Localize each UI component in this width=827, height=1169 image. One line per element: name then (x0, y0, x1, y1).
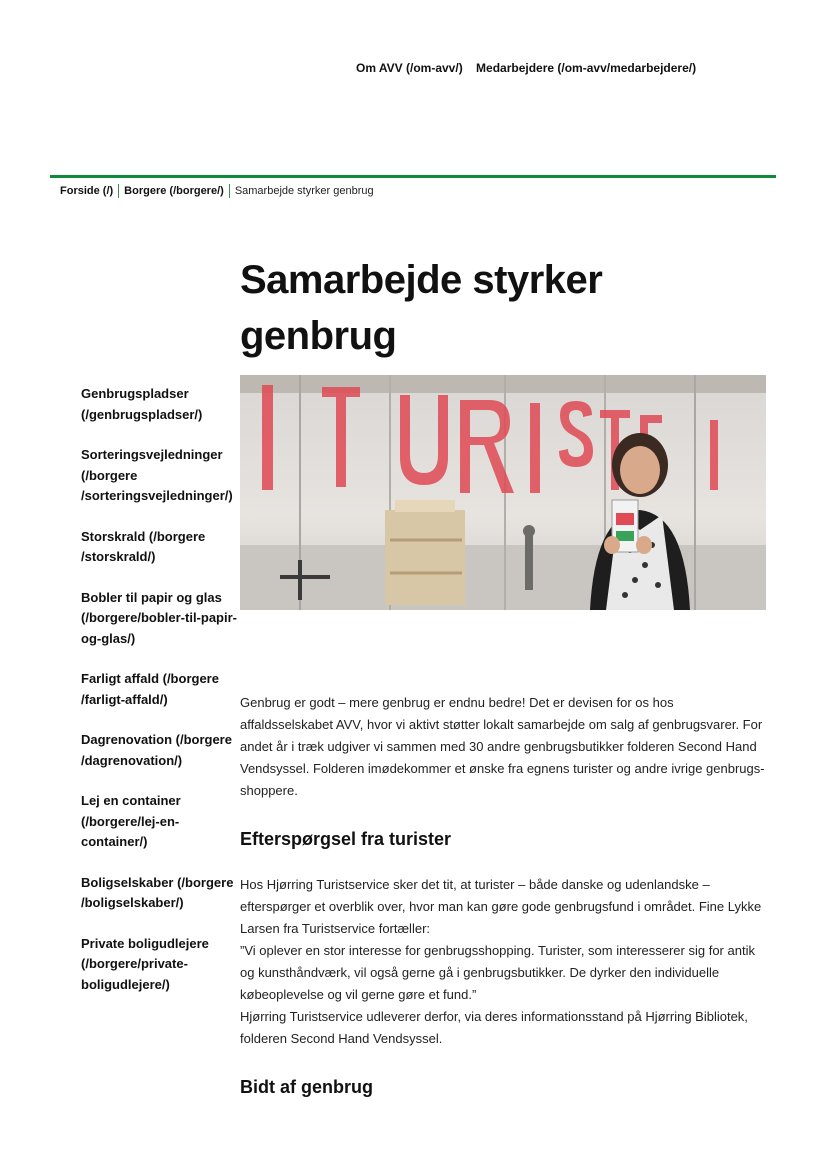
top-navigation (356, 61, 706, 75)
breadcrumb-link-forside[interactable]: Forside (/) (60, 185, 114, 197)
page-title: Samarbejde styrker genbrug (240, 258, 603, 358)
sidebar-item-dagrenovation[interactable]: Dagrenovation (/borgere /dagrenovation/) (81, 732, 232, 768)
sidebar-item-private-boligudlejere[interactable]: Private boligudlejere (/borgere/private-boligudlejere/) (81, 935, 209, 992)
breadcrumb (60, 184, 374, 198)
breadcrumb-separator (118, 184, 119, 198)
header-divider (50, 175, 776, 178)
breadcrumb-separator (229, 184, 230, 198)
section-heading-bidt-af-genbrug: Bidt af genbrug (240, 1077, 373, 1097)
topnav-link-om-avv[interactable]: Om AVV (/om-avv/) (356, 61, 463, 75)
sidebar-item-sorteringsvejledninger[interactable]: Sorteringsvejledninger (/borgere /sorteringsvejledninger/) (81, 447, 233, 503)
sidebar-navigation (81, 384, 241, 1015)
sidebar-item-boligselskaber[interactable]: Boligselskaber (/borgere /boligselskaber/) (81, 874, 234, 910)
sidebar-item-storskrald[interactable]: Storskrald (/borgere /storskrald/) (81, 528, 206, 564)
topnav-link-medarbejdere[interactable]: Medarbejdere (/om-avv/medarbejdere/) (476, 61, 697, 75)
article-photo (240, 375, 766, 610)
section-heading-efterspoergsel: Efterspørgsel fra turister (240, 829, 452, 849)
sidebar-item-farligt-affald[interactable]: Farligt affald (/borgere /farligt-affald/) (81, 671, 219, 707)
breadcrumb-link-borgere[interactable]: Borgere (/borgere/) (124, 185, 224, 197)
sidebar-item-bobler[interactable]: Bobler til papir og glas (/borgere/bobler-til-papir-og-glas/) (81, 589, 237, 646)
article-intro: Genbrug er godt – mere genbrug er endnu bedre! Det er devisen for os hos affaldsselskabet AVV, hvor vi aktivt støtter lokalt samarbejde om salg af genbrugsvarer. For andet år i træk udgiver vi sammen med 30 andre genbrugsbutikker folderen Second Hand Vendsyssel. Folderen imødekommer et ønske fra egnens turister og andre ivrige genbrugs-shoppere. (240, 695, 765, 798)
photo-illustration (240, 375, 766, 610)
article-paragraph: Hjørring Turistservice udleverer derfor, via deres informationsstand på Hjørring Bibliotek, folderen Second Hand Vendsyssel. (240, 1009, 748, 1046)
article-quote: ”Vi oplever en stor interesse for genbrugsshopping. Turister, som interesserer sig for antik og kunsthåndværk, vil også gerne gå i genbrugsbutikker. De dyrker den individuelle købeoplevelse og vil gerne gøre et fund.” (240, 943, 755, 1002)
sidebar-item-genbrugspladser[interactable]: Genbrugspladser (/genbrugspladser/) (81, 386, 203, 422)
sidebar-item-lej-en-container[interactable]: Lej en container (/borgere/lej-en-container/) (81, 793, 181, 849)
article-body (240, 692, 770, 1122)
article-paragraph: Hos Hjørring Turistservice sker det tit, at turister – både danske og udenlandske – efterspørger et overblik over, hvor man kan gøre gode genbrugsfund i området. Fine Lykke Larsen fra Turistservice fortæller: (240, 877, 762, 936)
breadcrumb-current: Samarbejde styrker genbrug (234, 185, 374, 197)
